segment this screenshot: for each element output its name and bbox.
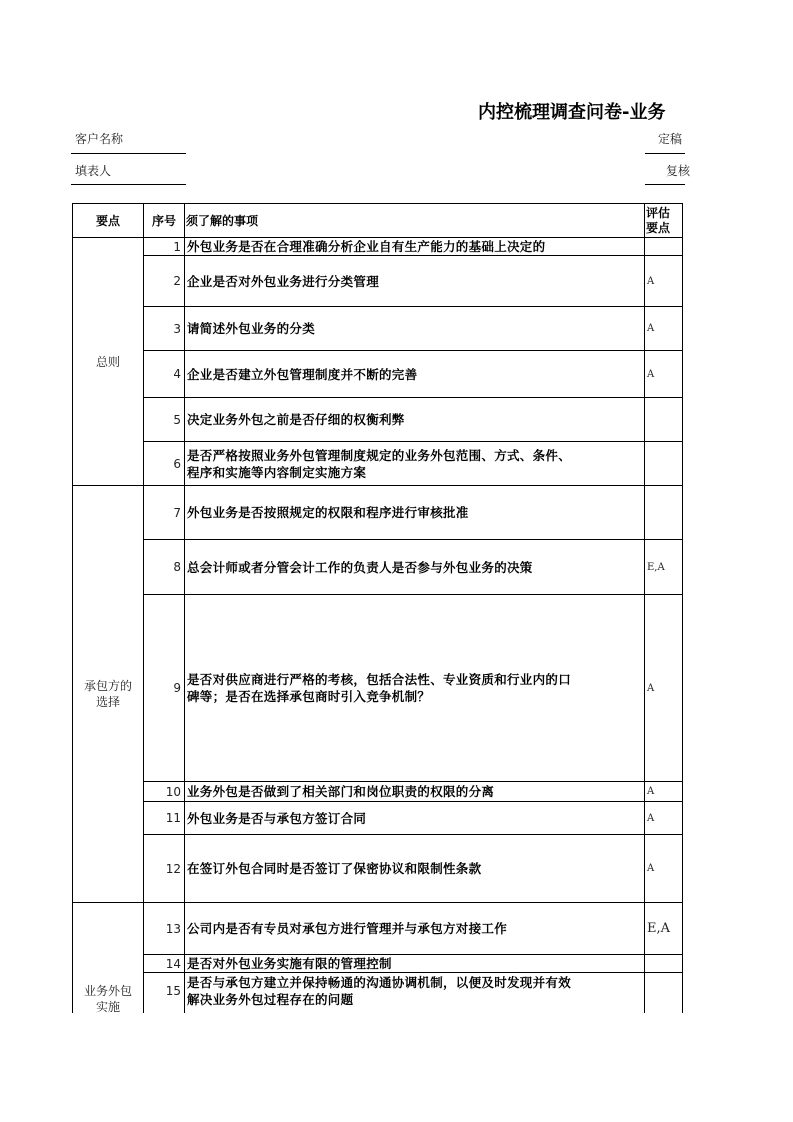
row-item: 总会计师或者分管会计工作的负责人是否参与外包业务的决策 bbox=[187, 559, 533, 575]
row-seq: 11 bbox=[165, 811, 181, 825]
row-eval[interactable] bbox=[645, 973, 682, 1009]
row-item: 是否对外包业务实施有限的管理控制 bbox=[187, 956, 392, 971]
row-eval[interactable] bbox=[645, 442, 682, 485]
row-item-line2: 程序和实施等内容制定实施方案 bbox=[187, 464, 367, 480]
row-seq: 4 bbox=[173, 367, 181, 381]
row-eval[interactable]: E,A bbox=[647, 561, 665, 573]
row-item: 企业是否建立外包管理制度并不断的完善 bbox=[187, 366, 418, 382]
group-contractor-selection bbox=[73, 486, 143, 902]
row-item: 请简述外包业务的分类 bbox=[187, 321, 316, 336]
group-contractor-line2: 选择 bbox=[95, 695, 120, 709]
col-header-point: 要点 bbox=[95, 214, 120, 228]
group-contractor-line1: 承包方的 bbox=[83, 679, 132, 693]
group-implementation-line2: 实施 bbox=[95, 1000, 120, 1014]
group-outsourcing-implementation bbox=[73, 983, 143, 1023]
row-seq: 14 bbox=[165, 956, 181, 971]
finalizer-field[interactable] bbox=[645, 153, 685, 154]
row-item bbox=[185, 595, 644, 781]
col-header-eval-line1: 评估 bbox=[646, 205, 671, 220]
row-seq: 3 bbox=[173, 321, 181, 336]
group-general-label: 总则 bbox=[95, 354, 120, 369]
client-name-field[interactable] bbox=[71, 153, 186, 154]
row-item bbox=[185, 442, 644, 485]
row-seq: 13 bbox=[165, 921, 181, 936]
row-seq: 6 bbox=[173, 456, 181, 471]
row-item-line1: 是否严格按照业务外包管理制度规定的业务外包范围、方式、条件、 bbox=[187, 447, 572, 463]
row-eval[interactable] bbox=[645, 955, 682, 972]
row-eval[interactable] bbox=[645, 238, 682, 255]
row-seq: 8 bbox=[173, 560, 181, 574]
row-item-line1: 是否对供应商进行严格的考核，包括合法性、专业资质和行业内的口 bbox=[187, 672, 572, 687]
row-seq: 15 bbox=[165, 984, 181, 998]
row-eval[interactable]: A bbox=[647, 275, 655, 287]
row-item: 决定业务外包之前是否仔细的权衡利弊 bbox=[187, 412, 405, 427]
row-item: 外包业务是否与承包方签订合同 bbox=[187, 810, 367, 826]
row-eval[interactable]: E,A bbox=[647, 921, 671, 936]
row-eval[interactable]: A bbox=[647, 368, 655, 380]
row-eval[interactable] bbox=[645, 398, 682, 441]
reviewer-label: 复核 bbox=[666, 164, 691, 178]
row-seq: 5 bbox=[173, 412, 181, 427]
row-item: 外包业务是否在合理准确分析企业自有生产能力的基础上决定的 bbox=[187, 239, 546, 254]
row-item: 公司内是否有专员对承包方进行管理并与承包方对接工作 bbox=[187, 921, 508, 936]
group-general bbox=[73, 238, 143, 485]
row-item-line2: 解决业务外包过程存在的问题 bbox=[187, 992, 354, 1007]
filler-field[interactable] bbox=[71, 184, 186, 185]
row-seq: 2 bbox=[173, 274, 181, 288]
row-item: 业务外包是否做到了相关部门和岗位职责的权限的分离 bbox=[187, 784, 495, 799]
page-title: 内控梳理调查问卷-业务 bbox=[478, 102, 666, 123]
client-name-label: 客户名称 bbox=[75, 132, 124, 146]
col-header-eval-line2: 要点 bbox=[646, 220, 671, 235]
row-item-line1: 是否与承包方建立并保持畅通的沟通协调机制，以便及时发现并有效 bbox=[187, 975, 572, 990]
col-header-item: 须了解的事项 bbox=[186, 214, 259, 228]
row-eval[interactable] bbox=[645, 486, 682, 539]
row-item: 在签订外包合同时是否签订了保密协议和限制性条款 bbox=[187, 861, 482, 876]
row-eval[interactable]: A bbox=[647, 323, 655, 334]
row-eval[interactable]: A bbox=[647, 786, 655, 797]
row-item bbox=[185, 973, 644, 1009]
row-seq: 9 bbox=[173, 681, 181, 695]
reviewer-field[interactable] bbox=[645, 184, 685, 185]
filler-label: 填表人 bbox=[75, 164, 112, 178]
row-seq: 12 bbox=[165, 861, 181, 876]
row-seq: 7 bbox=[173, 505, 181, 520]
row-eval[interactable]: A bbox=[647, 812, 655, 824]
row-seq: 1 bbox=[173, 239, 181, 254]
row-eval[interactable]: A bbox=[647, 863, 655, 874]
row-seq: 10 bbox=[165, 784, 181, 799]
group-implementation-line1: 业务外包 bbox=[83, 984, 132, 998]
row-item-line2: 碑等；是否在选择承包商时引入竞争机制？ bbox=[187, 689, 431, 704]
col-header-seq: 序号 bbox=[151, 214, 176, 228]
finalizer-label: 定稿 bbox=[658, 132, 683, 146]
row-item: 外包业务是否按照规定的权限和程序进行审核批准 bbox=[187, 505, 469, 520]
row-item: 企业是否对外包业务进行分类管理 bbox=[187, 273, 380, 289]
row-eval[interactable]: A bbox=[647, 682, 655, 694]
col-header-eval bbox=[646, 204, 682, 237]
